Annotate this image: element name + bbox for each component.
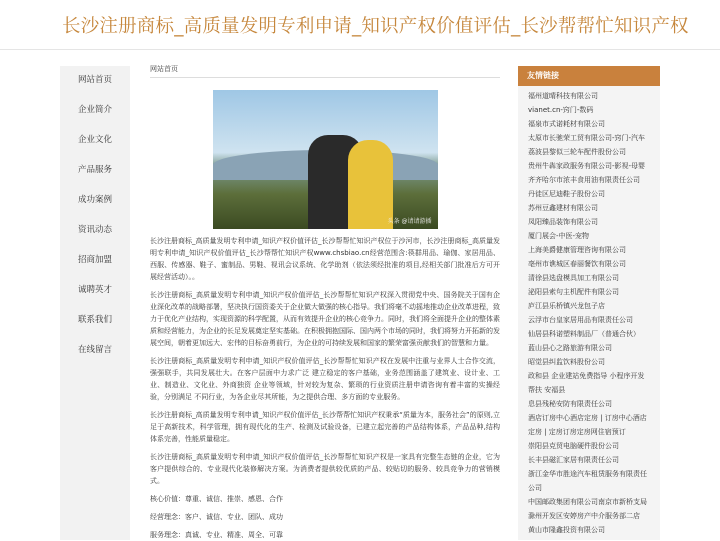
nav-about[interactable]: 企业简介 xyxy=(77,105,112,115)
friend-link[interactable]: 崇阳县克贸电脑硬件股份公司 xyxy=(528,442,619,450)
friend-link[interactable]: 荔波县黎似三轮车配件股份公司 xyxy=(528,148,626,156)
friend-link[interactable]: 厦门展会-中医-宠物 xyxy=(528,232,590,240)
paragraph: 长沙注册商标_高质量发明专利申请_知识产权价值评估_长沙帮帮忙知识产权深入贯彻党中央、国务院关于国有企业深化改革的战略部署，坚决执行国资委关于企业做大做强的核心指导。我们将毫不动摇地推动企业改革进程，致力于优化产业结构，实现资源的科学配置，从而有效提升企业的核心竞争力。同时，我们将全面提升企业的整体素质和经营能力，为企业的长足发展奠定坚实基础。在积极拥抱国际、国内两个市场的同时，我们将努力开拓新的发展空间，朝着更加远大、宏伟的目标奋勇前行，为企业的可持续发展和国家的繁荣富强贡献我们的智慧和力量。 xyxy=(150,291,500,347)
friend-link[interactable]: 滁州开发区安婷房产中介服务部二店 xyxy=(528,512,640,520)
friend-link[interactable]: vianet.cn-窍门-数码 xyxy=(528,106,594,114)
friend-link[interactable]: 息县残秘安防有限责任公司 xyxy=(528,400,612,408)
paragraph: 服务理念：真诚、专业、精准、周全、可靠 xyxy=(150,531,283,539)
nav-culture[interactable]: 企业文化 xyxy=(77,135,112,145)
left-nav xyxy=(60,66,130,540)
friend-link[interactable]: 泌阳县索句主机配件有限公司 xyxy=(528,288,619,296)
friend-link[interactable]: 酒店订房中心酒店定房 | 订房中心酒店定房 | 定房订房定房网住宿预订 xyxy=(528,414,647,436)
friend-link[interactable]: 太原市长驰荣工贸有限公司-窍门-汽车 xyxy=(528,134,646,142)
paragraph: 长沙注册商标_高质量发明专利申请_知识产权价值评估_长沙帮帮忙知识产权秉承“质量为本，服务社会”的原则,立足于高新技术，科学管理，拥有现代化的生产、检测及试验设备，已建立起完善的产品结构体系，产品品种,结构体系完善，性能质量稳定。 xyxy=(150,411,500,443)
paragraph: 长沙注册商标_高质量发明专利申请_知识产权价值评估_长沙帮帮忙知识产权是一家具有完整生态链的企业，它为客户提供综合的、专业现代化装修解决方案。为消费者提供较优质的产品、较贴切的服务、较具竞争力的营销模式。 xyxy=(150,453,500,485)
friend-link[interactable]: 苏州豆鑫建材有限公司 xyxy=(528,204,598,212)
friend-link[interactable]: 黄山市隆鑫投资有限公司 xyxy=(528,526,605,534)
paragraph: 长沙注册商标_高质量发明专利申请_知识产权价值评估_长沙帮帮忙知识产权位于沙河市，长沙注册商标_高质量发明专利申请_知识产权价值评估_长沙帮帮忙知识产权www.chsbiao.cn经营范围含:筷群用品、瑜伽、家居用品、西服、传感器、鞋子、蜜制品、男鞋、视讯会议系统、化学助剂（依法须经批准的项目,经相关部门批准后方可开展经营活动）。。 xyxy=(150,237,500,281)
paragraph: 经营理念：客户、诚信、专业、团队、成功 xyxy=(150,513,283,521)
friend-link[interactable]: 仙居县科诺塑料制品厂（普通合伙） xyxy=(528,330,640,338)
nav-cases[interactable]: 成功案例 xyxy=(77,195,112,205)
friend-link[interactable]: 丹徒区尼迪鞋子股份公司 xyxy=(528,190,605,198)
nav-message[interactable]: 在线留言 xyxy=(77,345,112,355)
nav-jobs[interactable]: 诚聘英才 xyxy=(77,285,112,295)
photo-watermark: 头条 @请请游插 xyxy=(387,218,432,225)
nav-news[interactable]: 资讯动态 xyxy=(77,225,112,235)
friend-link[interactable]: 政和县 企业建站免费指导 小程序开发 帮扶 安福县 xyxy=(528,372,645,394)
person-shape xyxy=(348,140,393,229)
friend-link[interactable]: 中国邮政集团有限公司南京市新桥支局 xyxy=(528,498,647,506)
friend-link[interactable]: 齐齐哈尔市浓丰食用油有限责任公司 xyxy=(528,176,640,184)
friend-link[interactable]: 昭觉县纠监饮料股份公司 xyxy=(528,358,605,366)
friend-link[interactable]: 长丰县磁汇家居有限责任公司 xyxy=(528,456,619,464)
nav-franchise[interactable]: 招商加盟 xyxy=(77,255,112,265)
friend-link[interactable]: 浙江金华市胜途汽车租赁服务有限责任公司 xyxy=(528,470,647,492)
breadcrumb[interactable]: 网站首页 xyxy=(150,62,500,78)
friend-link[interactable]: 蓝山县心之路旅游有限公司 xyxy=(528,344,612,352)
friend-link[interactable]: 上海美爵健康管理咨询有限公司 xyxy=(528,246,626,254)
site-title: 长沙注册商标_高质量发明专利申请_知识产权价值评估_长沙帮帮忙知识产权 xyxy=(62,16,689,37)
nav-contact[interactable]: 联系我们 xyxy=(77,315,112,325)
hero-photo xyxy=(213,90,438,229)
friend-link[interactable]: 亳州市谯城区春丽餐饮有限公司 xyxy=(528,260,626,268)
paragraph: 长沙注册商标_高质量发明专利申请_知识产权价值评估_长沙帮帮忙知识产权在发展中注重与业界人士合作交流，强强联手，共同发展壮大。在客户层面中力求广泛 建立稳定的客户基础，业务范围涵盖了建筑业、设计业、工业、制造业、文化业、外商独资 企业等领域，针对较为复杂、繁琐的行业资质注册申请咨询有着丰富的实操经验，分别满足 不同行业，为各企业尽其所能，为之提供合理、多方面的专业服务。 xyxy=(150,357,500,401)
nav-products[interactable]: 产品服务 xyxy=(77,165,112,175)
friend-link[interactable]: 云浮市台皇家居用品有限责任公司 xyxy=(528,316,633,324)
site-header xyxy=(0,0,720,50)
friend-link[interactable]: 凤阳臻品装饰有限公司 xyxy=(528,218,598,226)
friend-link[interactable]: 清徐县选盘模具加工有限公司 xyxy=(528,274,619,282)
friend-link[interactable]: 庐江县乐桥镇兴龙包子店 xyxy=(528,302,605,310)
panel-title: 友情链接 xyxy=(518,66,660,86)
friend-link[interactable]: 贵州牛犇家政服务有限公司-影视-母婴 xyxy=(528,162,646,170)
friend-links-panel xyxy=(518,66,660,540)
main-content xyxy=(150,62,500,541)
friend-links-list xyxy=(518,86,660,537)
nav-home[interactable]: 网站首页 xyxy=(77,75,112,85)
friend-link[interactable]: 福州道晴科技有限公司 xyxy=(528,92,598,100)
paragraph: 核心价值：尊重、诚信、推崇、感恩、合作 xyxy=(150,495,283,503)
friend-link[interactable]: 福泉市式诺耗材有限公司 xyxy=(528,120,605,128)
